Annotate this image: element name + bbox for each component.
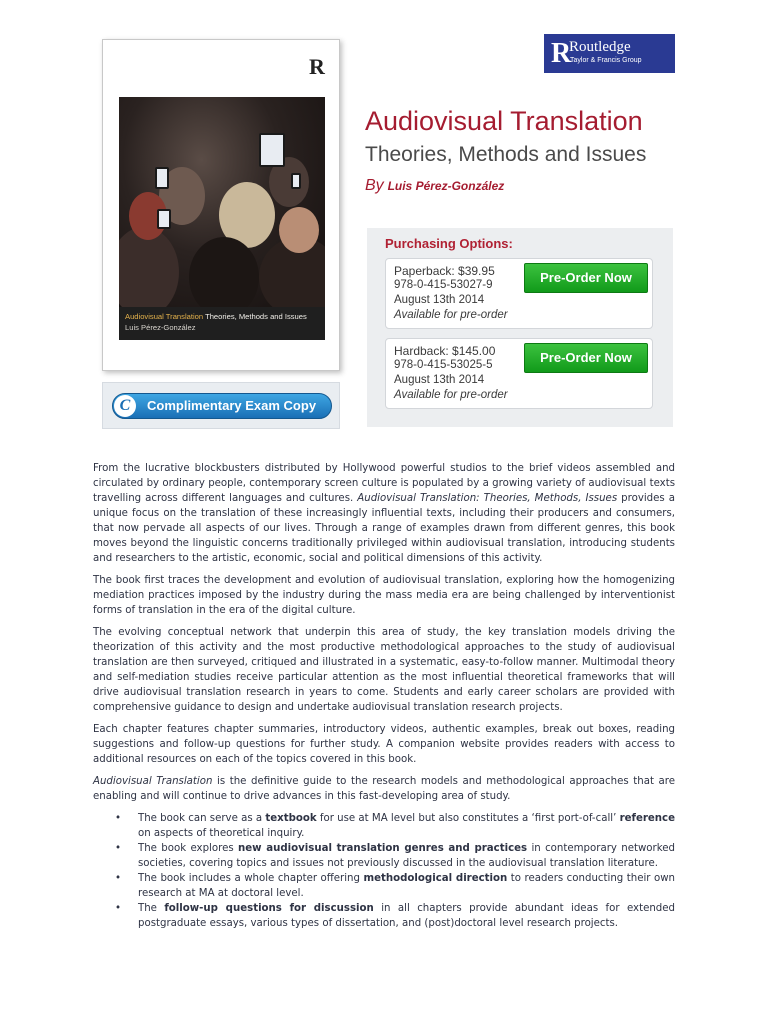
brand-name: Routledge	[569, 39, 631, 55]
book-cover	[102, 39, 340, 371]
purchasing-heading: Purchasing Options:	[385, 236, 513, 251]
exam-copy-button[interactable]	[112, 393, 332, 419]
option-isbn: 978-0-415-53025-5	[394, 359, 493, 371]
book-description	[93, 461, 675, 931]
paperback-option	[385, 258, 653, 329]
book-author	[365, 177, 504, 195]
list-item: • The follow-up questions for discussion in all chapters provide abundant ideas for extended postgraduate essays, various types of dissertation, and (post)doctoral level research projects.	[93, 901, 675, 931]
routledge-logo[interactable]	[544, 34, 675, 73]
list-item: • The book explores new audiovisual translation genres and practices in contemporary networked societies, covering topics and issues not previously discussed in the audiovisual translation literature.	[93, 841, 675, 871]
hardback-option	[385, 338, 653, 409]
cover-title-band	[119, 307, 325, 340]
option-date: August 13th 2014	[394, 294, 485, 306]
description-paragraph: Each chapter features chapter summaries, introductory videos, authentic examples, break out boxes, reading suggestions and follow-up questions for further study. A companion website provides readers with access to additional resources on each of the topics covered in this book.	[93, 724, 675, 765]
exam-copy-icon: C	[114, 395, 136, 417]
paperback-preorder-button[interactable]: Pre-Order Now	[524, 263, 648, 293]
publisher-logo-icon: R	[309, 54, 325, 79]
author-by: By	[365, 177, 384, 194]
description-paragraph: Audiovisual Translation is the definitive guide to the research models and methodological approaches that are enabling and will continue to drive advances in this fast-developing area of study.	[93, 776, 675, 802]
feature-list	[93, 811, 675, 931]
hardback-preorder-button[interactable]: Pre-Order Now	[524, 343, 648, 373]
description-paragraph: The book first traces the development and evolution of audiovisual translation, exploring how the homogenizing mediation practices imposed by the industry during the mass media era are being challenged by interventionist forms of translation in the era of the digital culture.	[93, 575, 675, 616]
option-date: August 13th 2014	[394, 374, 485, 386]
routledge-r-icon: R	[551, 38, 572, 69]
description-paragraph: The evolving conceptual network that underpin this area of study, the key translation models driving the theorization of this activity and the most productive methodological approaches to the study of audiovisual translation are then surveyed, critiqued and illustrated in a systematic, easy-to-follow manner. Multimodal theory and self-mediation studies receive particular attention as the most influential theoretical frameworks that will drive audiovisual translation research in years to come. Students and early career scholars are provided with comprehensive guidance to design and undertake audiovisual translation research projects.	[93, 627, 675, 713]
purchasing-options	[367, 228, 673, 427]
option-format-price: Paperback: $39.95	[394, 264, 495, 278]
book-title: Audiovisual Translation	[365, 106, 643, 136]
list-item: • The book includes a whole chapter offering methodological direction to readers conducting their own research at MA at doctoral level.	[93, 871, 675, 901]
brand-subtitle: Taylor & Francis Group	[570, 57, 642, 64]
list-item: • The book can serve as a textbook for use at MA level but also constitutes a ‘first port-of-call’ reference on aspects of theoretical inquiry.	[93, 811, 675, 841]
book-subtitle: Theories, Methods and Issues	[365, 143, 647, 166]
exam-copy-label: Complimentary Exam Copy	[147, 398, 317, 413]
option-isbn: 978-0-415-53027-9	[394, 279, 493, 291]
description-paragraph: From the lucrative blockbusters distributed by Hollywood powerful studios to the brief videos assembled and circulated by ordinary people, contemporary screen culture is populated by a growing variety of audiovisual texts travelling across different languages and cultures. Audiovisual Translation: Theories, Methods, Issues provides a unique focus on the translation of these increasingly influential texts, including their producers and consumers, that now pervade all aspects of our lives. Through a range of examples drawn from different genres, this book moves beyond the linguistic concerns traditionally privileged within audiovisual translation, introducing students and researchers to the artistic, economic, social and political dimensions of this activity.	[93, 463, 675, 564]
option-availability: Available for pre-order	[394, 389, 508, 401]
option-format-price: Hardback: $145.00	[394, 344, 496, 358]
cover-title: Audiovisual Translation Theories, Methods and Issues	[125, 312, 307, 321]
author-name: Luis Pérez-González	[387, 179, 505, 193]
exam-copy-panel	[102, 382, 340, 429]
option-availability: Available for pre-order	[394, 309, 508, 321]
cover-author: Luis Pérez-González	[125, 323, 196, 332]
cover-photo	[119, 97, 325, 307]
